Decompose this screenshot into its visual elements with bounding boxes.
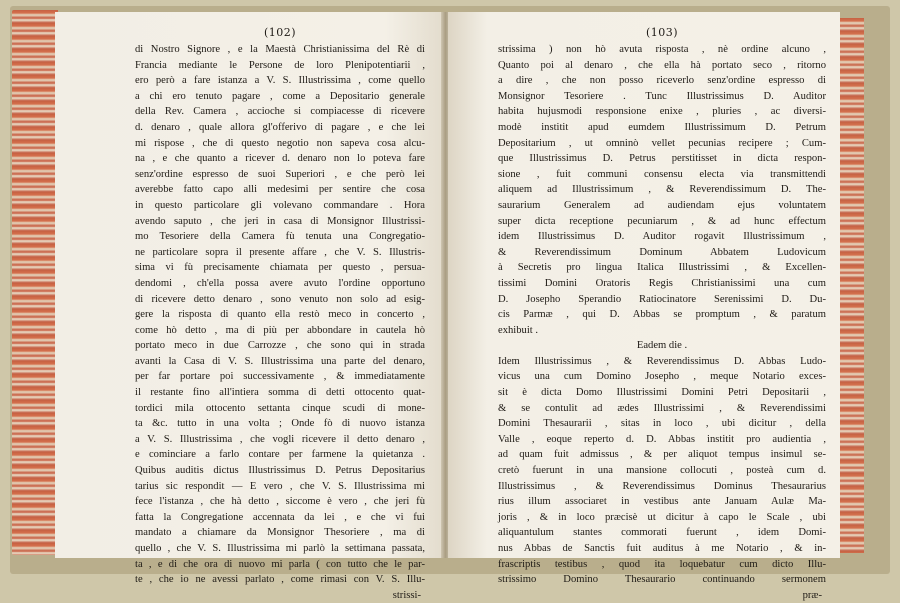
- right-page: [448, 12, 840, 601]
- text-line: ta , e di che ora di nuovo mi parla ( con tutto che le par-: [135, 558, 425, 570]
- text-line: tarius sic respondit — E vero , che V. S. Illustrissima mi: [135, 480, 425, 492]
- text-line: senz'ordine espresso de suoi Superiori , e che però lei: [135, 168, 425, 180]
- text-line: sima vi fù precisamente chiamata per questo , persua-: [135, 262, 425, 274]
- text-line: super dicta receptione pecuniarum , & ad hunc effectum: [498, 215, 826, 227]
- text-line: & se contulit ad ædes Illustrissimi , & Reverendissimi: [498, 402, 826, 414]
- text-line: quello , che V. S. Illustrissima mi parlò la settimana passata,: [135, 543, 425, 554]
- text-line: tissimi Domini Oratoris Regis Christianissimi una cum: [498, 277, 826, 289]
- text-line: Domini Thesaurarii , sitas in loco , ubi dicitur , della: [498, 418, 826, 430]
- text-line: aliquem ad Illustrissimum , & Reverendissimum D. The-: [498, 184, 826, 196]
- text-line: Depositarium , ut omninò vellet pecunias recipere ; Cum-: [498, 137, 826, 149]
- text-line: ad quam fuit admissus , & per aliquot tempus insimul se-: [498, 449, 826, 461]
- text-line: della Rev. Camera , accioche si compiacesse di ricevere: [135, 106, 425, 118]
- text-line: in questo particolare gli volevano commandare . Hora: [135, 199, 425, 211]
- page-number-right: (103): [645, 26, 679, 39]
- text-line: Quanto poi al denaro , che ella hà portato seco , ritorno: [498, 59, 826, 71]
- text-line: fatta la Congregatione accennata da lei , e che vi fui: [135, 511, 425, 523]
- page-number-left: (102): [263, 26, 297, 39]
- text-line: vicus una cum Domino Josepho , meque Notario exces-: [498, 371, 826, 383]
- text-line: joris , & in loco præcisè ut dicitur à capo le Scale , ubi: [498, 511, 826, 523]
- right-page-text-a: [498, 42, 826, 338]
- text-line: mo Tesoriere della Camera fù tenuta una Congregatio-: [135, 231, 425, 243]
- text-line: Idem Illustrissimus , & Reverendissimus D. Abbas Ludo-: [498, 355, 826, 367]
- text-line: ne particolare sopra il presente affare , che V. S. Illustris-: [135, 246, 425, 258]
- catchword-left: strissi-: [392, 589, 421, 601]
- text-line: per far portare poi successivamente , & immediatamente: [135, 371, 425, 383]
- text-line: na , e che quanto a ricever d. denaro non lo poteva fare: [135, 153, 425, 165]
- text-line: strissima ) non hò avuta risposta , nè ordine alcuno ,: [498, 44, 826, 55]
- text-line: à Secretis pro lingua Italica Illustrissimi , & Excellen-: [498, 262, 826, 274]
- text-line: fece l'istanza , che hà detto , siccome è vero , che jeri fù: [135, 496, 425, 508]
- text-line: D. Josepho Sperandio Ratiocinatore Serenissimi D. Du-: [498, 293, 826, 305]
- catchword-right: præ-: [802, 589, 822, 601]
- text-line: di ricevere detto denaro , sono venuto non solo ad esig-: [135, 293, 425, 305]
- section-heading: Eadem die .: [636, 340, 688, 352]
- left-page-text: [135, 42, 425, 588]
- text-line: e cominciare a farlo contare per farmene la quietanza .: [135, 449, 425, 461]
- text-line: habita hujusmodi responsione enixe , pluries , ac diversi-: [498, 106, 826, 118]
- text-line: mandato a chiamare da Monsignor Thesoriere , ma di: [135, 527, 425, 539]
- text-line: te , che io ne avessi parlato , come rimasi con V. S. Illu-: [135, 574, 425, 586]
- left-page-edge-red: [12, 10, 58, 555]
- text-line: ta &c. tutto in una volta ; Onde fò di nuovo istanza: [135, 418, 425, 430]
- text-line: a chi ero tenuto pagare , come a Depositario generale: [135, 90, 425, 102]
- left-page: [55, 12, 443, 601]
- text-line: modè institit apud eumdem Illustrissimum D. Petrum: [498, 121, 826, 133]
- text-line: d. denaro , quale allora gl'offerivo di pagare , e che lei: [135, 121, 425, 133]
- text-line: strissimo Domino Thesaurario continuando sermonem: [498, 574, 826, 586]
- text-line: sione , fuit communi consensu electa via transmittendi: [498, 168, 826, 180]
- text-line: a dire , che non posso riceverlo senz'ordine espresso di: [498, 75, 826, 87]
- text-line: a V. S. Illustrissima , che vogli ricevere il detto denaro ,: [135, 433, 425, 445]
- text-line: ero però a fare istanza a V. S. Illustrissima , come quello: [135, 75, 425, 87]
- text-line: portato meco in due Carrozze , che sono qui in strada: [135, 340, 425, 352]
- text-line: Monsignor Tesoriere . Tunc Illustrissimus D. Auditor: [498, 90, 826, 102]
- text-line: aliquantulum stantes commorati fuerunt , idem Domi-: [498, 527, 826, 539]
- text-line: mi rispose , che di questo negotio non sapeva cosa alcu-: [135, 137, 425, 149]
- text-line: frascriptis testibus , quod ita loquebatur cum dicto Illu-: [498, 558, 826, 570]
- text-line: rius illum associaret in vestibus ante Januam Aulæ Ma-: [498, 496, 826, 508]
- text-line: & Reverendissimum Dominum Abbatem Ludovicum: [498, 246, 826, 258]
- text-line: exhibuit .: [498, 324, 539, 336]
- text-line: come hò detto , ma di più per abbondare in cautela hò: [135, 324, 425, 336]
- text-line: cis Parmæ , qui D. Abbas se promptum , & paratum: [498, 309, 826, 321]
- text-line: il restante fino all'intiera somma di detti ottocento quat-: [135, 387, 425, 399]
- text-line: dendomi , ch'ella possa avere avuto l'ordine opportuno: [135, 277, 425, 289]
- text-line: Quibus auditis dictus Illustrissimus D. Petrus Depositarius: [135, 465, 425, 477]
- text-line: saurarium Generalem ad audiendam ejus voluntatem: [498, 199, 826, 211]
- text-line: Valle , eoque reperto d. D. Abbas institit pro audientia ,: [498, 433, 826, 445]
- text-line: avanti la Casa di V. S. Illustrissima una parte del denaro,: [135, 355, 425, 367]
- text-line: averebbe fatto capo alli medesimi per sentire che cosa: [135, 184, 425, 196]
- text-line: tordici mila ottocento settanta cinque scudi di mone-: [135, 402, 425, 414]
- right-page-text-b: [498, 354, 826, 588]
- text-line: Illustrissimus , & Reverendissimus Dominus Thesaurarius: [498, 480, 826, 492]
- text-line: idem Illustrissimus D. Auditor rogavit Illustrissimum ,: [498, 231, 826, 243]
- text-line: que Illustrissimus D. Petrus perstitisset in dicta respon-: [498, 153, 826, 165]
- text-line: cretò fuerunt in una mansione collocuti , posteà cum d.: [498, 465, 826, 477]
- right-page-edge-red: [838, 18, 864, 553]
- text-line: sit è dicta Domo Illustrissimi Domini Petri Depositarii ,: [498, 387, 826, 399]
- text-line: di Nostro Signore , e la Maestà Christianissima del Rè di: [135, 44, 425, 55]
- text-line: avendo saputo , che jeri in casa di Monsignor Illustrissi-: [135, 215, 425, 227]
- text-line: Francia mediante le Persone de loro Plenipotentiarii ,: [135, 59, 425, 71]
- text-line: nus Abbas de Sanctis fuit auditus à me Notario , & in-: [498, 543, 826, 554]
- text-line: gere la risposta di quanto ella restò meco in concerto ,: [135, 309, 425, 321]
